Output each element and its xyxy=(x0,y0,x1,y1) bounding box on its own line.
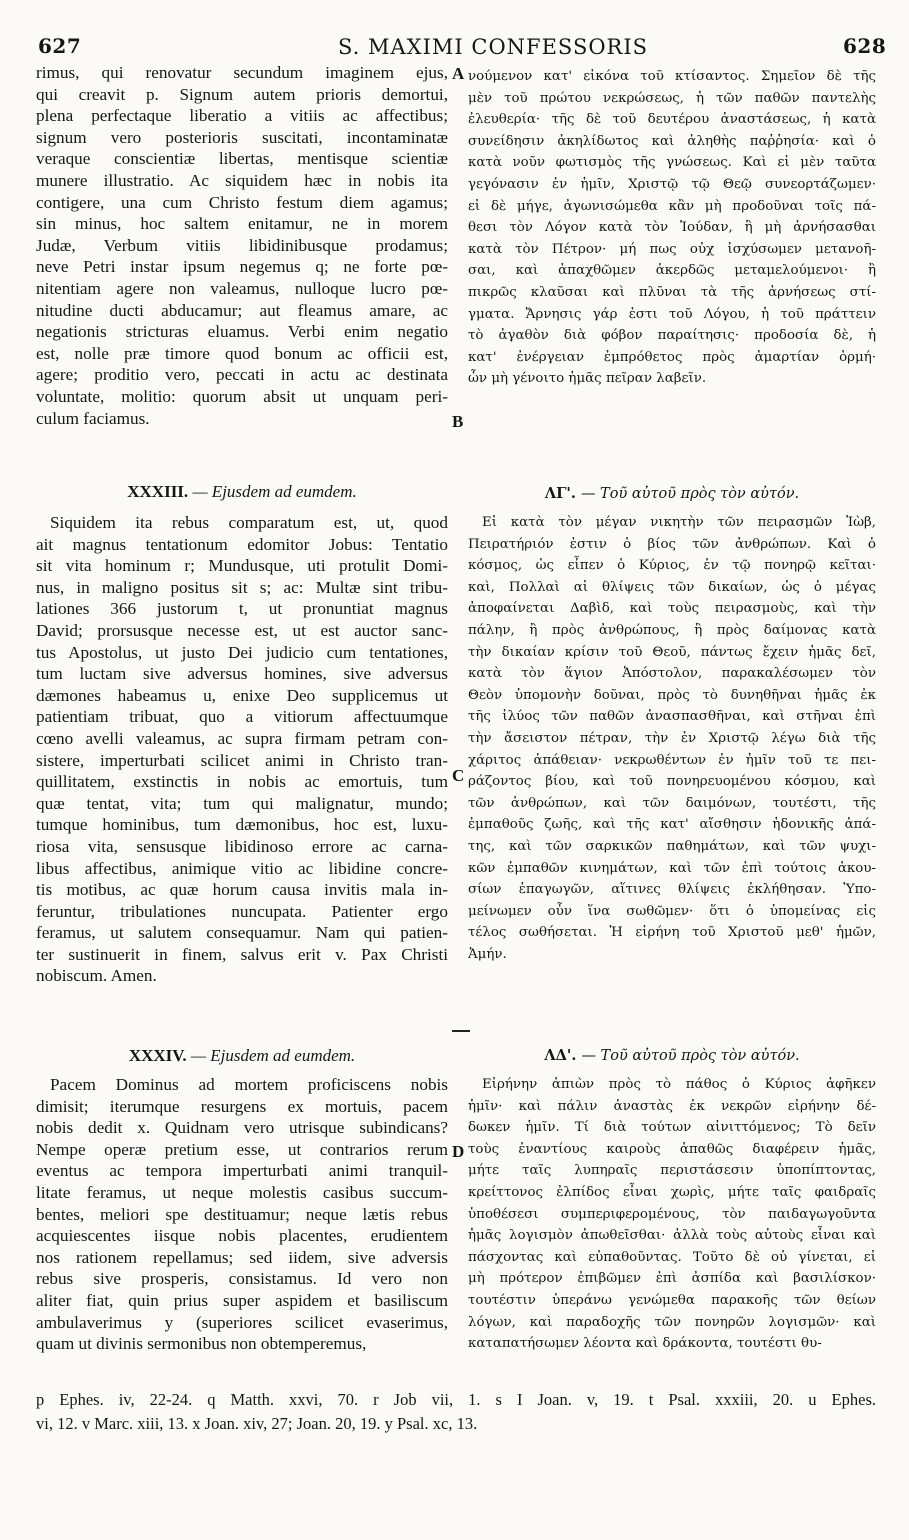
text-line: σίων ἐπαγωγῶν, αἵτινες θλίψεις ἐκλήθησαν. Ὑπο- xyxy=(468,882,876,898)
latin-body-xxxiv xyxy=(36,1074,448,1355)
text-line: ὑποθέσεσι συμπεριφερομένους, τὸν παιδαγωγοῦντα xyxy=(468,1206,876,1222)
text-line: σαι, καὶ ἀπαχθῶμεν ἀκερδῶς μεταμελούμενοι· ἢ xyxy=(468,263,876,279)
text-line: nitudine ducti abducamur; aut fleamus amare, ac xyxy=(36,300,448,320)
latin-heading-subtitle: — Ejusdem ad eumdem. xyxy=(192,482,357,501)
text-line: κατὰ τὸν Πέτρον· μή πως οὐχ ἰσχύσωμεν μετανοῆ- xyxy=(468,241,876,257)
footnote-line: vi, 12. v Marc. xiii, 13. x Joan. xiv, 27; Joan. 20, 19. y Psal. xc, 13. xyxy=(36,1414,478,1433)
greek-letter-ld xyxy=(468,1044,876,1355)
text-line: litate feramus, ut neque molestis casibus succum- xyxy=(36,1182,448,1202)
text-line: μὴ πρότερον ἐπιβῶμεν ἐπὶ ἀσπίδα καὶ βασιλίσκον· xyxy=(468,1271,876,1287)
page-number-right: 628 xyxy=(843,34,887,58)
text-line: νούμενον κατ' εἰκόνα τοῦ κτίσαντος. Σημεῖον δὲ τῆς xyxy=(468,69,876,84)
latin-letter-xxxiv xyxy=(36,1044,448,1355)
text-line: nobis dedit x. Quidnam vero utrisque subindicans? xyxy=(36,1118,448,1138)
latin-heading-number: XXXIV. xyxy=(128,1046,187,1065)
text-line: τὴν ἄσειστον πέτραν, τὴν ἐν Χριστῷ λέγω διὰ τῆς xyxy=(468,730,876,746)
greek-heading-number: ΛΓ'. xyxy=(544,485,576,502)
text-line: ἡμᾶς λογισμὸν ἀπωθεῖσθαι· ἀλλὰ τοὺς αὐτοὺς εἶναι καὶ xyxy=(468,1228,876,1244)
page-number-left: 627 xyxy=(38,34,82,58)
latin-heading-xxxiv xyxy=(36,1044,448,1068)
text-line: culum faciamus. xyxy=(36,408,150,428)
latin-continuation xyxy=(36,62,448,429)
text-line: libus affectibus, animique vitio ac libidine concre- xyxy=(36,858,448,878)
text-line: ambulaverimus y (superiores scilicet evaserimus, xyxy=(36,1312,448,1332)
text-line: tum luctam sive adversus homines, sive adversus xyxy=(36,664,448,684)
text-line: dimisit; iterumque resurgens ex mortuis, pacem xyxy=(36,1096,448,1116)
margin-marker-d: D xyxy=(452,1142,465,1161)
text-line: ἐμπαθοῦς ζωῆς, καὶ τῆς κατ' αἴσθησιν ἡδονικῆς ἀπά- xyxy=(468,817,876,833)
text-line: κρείττονος ἐλπίδος εἶναι χωρὶς, μήτε ταῖς φαιδραῖς xyxy=(468,1184,876,1200)
text-line: sistere, imperturbati scilicet animi in Christo tran- xyxy=(36,750,448,770)
text-line: bentes, meliori spe destituamur; neque lætis rebus xyxy=(36,1204,448,1224)
text-line: eventus ac tempora imperturbati animi tranquil- xyxy=(36,1161,448,1181)
greek-heading-number: ΛΔ'. xyxy=(544,1047,577,1064)
text-line: της, καὶ τῶν σαρκικῶν παθημάτων, καὶ τῶν ψυχι- xyxy=(468,838,876,854)
text-line: ἐλευθερία· τῆς δὲ τοῦ δευτέρου ἀναστάσεως, ἡ κατὰ xyxy=(468,112,876,128)
text-line: tumque hominibus, tum dæmonibus, hoc est, luxu- xyxy=(36,815,448,835)
text-line: nobiscum. Amen. xyxy=(36,966,157,986)
text-line: quam ut divinis sermonibus non obtemperemus, xyxy=(36,1334,367,1354)
text-line: nitentiam agere non valeamus, nulloque lucro pœ- xyxy=(36,278,448,298)
text-line: συνείδησιν ἀκηλίδωτος καὶ ἀληθὴς παῤῥησία· καὶ ὁ xyxy=(468,133,876,149)
text-line: κόσμος, ὡς εἶπεν ὁ Κύριος, ἐν τῷ πονηρῷ κεῖται· xyxy=(468,558,876,574)
text-line: κῶν ἐμπαθῶν κινημάτων, καὶ τῶν ἐπὶ τούτοις ἀκου- xyxy=(468,860,876,876)
text-line: riosa vita, sensusque libidinoso errore ac carna- xyxy=(36,836,448,856)
text-line: tus Apostolus, ut justo Dei judicio cum tentationes, xyxy=(36,642,448,662)
greek-continuation xyxy=(468,66,876,390)
text-line: καταπατήσωμεν λέοντα καὶ δράκοντα, τουτέστι θυ- xyxy=(468,1336,822,1352)
text-line: munere illustratio. Ac siquidem hæc in nobis ita xyxy=(36,170,448,190)
text-line: David; prorsusque necesse est, ut est auctor sanc- xyxy=(36,620,448,640)
greek-body-ld xyxy=(468,1074,876,1355)
text-line: θεσι τὸν Λόγον κατὰ τὸν Ἰούδαν, ἢ μὴ ἀρνήσασθαι xyxy=(468,220,876,236)
greek-heading-subtitle: — Τοῦ αὐτοῦ πρὸς τὸν αὐτόν. xyxy=(580,486,800,502)
text-line: μήτε ταῖς λυπηραῖς περιστάσεσιν ὑποπίπτοντας, xyxy=(468,1163,876,1179)
text-line: quillitatem, exstinctis in nobis ac emortuis, tum xyxy=(36,772,448,792)
text-line: rimus, qui renovatur secundum imaginem ejus, xyxy=(36,63,448,82)
text-line: patientiam tribuat, quo a vitiorum affectuumque xyxy=(36,707,448,727)
text-line: Pacem Dominus ad mortem proficiscens nobis xyxy=(50,1075,448,1094)
text-line: nos rationem repellamus; sed iidem, sive adversis xyxy=(36,1247,448,1267)
latin-heading-number: XXXIII. xyxy=(127,482,189,501)
running-title: S. MAXIMI CONFESSORIS xyxy=(338,35,649,59)
text-line: τῶν ἀνθρώπων, καὶ τῶν δαιμόνων, τουτέστι, τῆς xyxy=(468,795,876,811)
text-line: acquiescentes iisque nobis placentes, erudientem xyxy=(36,1226,448,1246)
text-line: feruntur, tribulationes nuncupata. Patienter ergo xyxy=(36,901,448,921)
section-divider xyxy=(452,1030,470,1032)
text-line: τὸ ἀγαθὸν διὰ φόβον παραίτησις· προδοσία δὲ, ἡ xyxy=(468,328,876,344)
text-line: δωκεν ἡμῖν. Τί διὰ τούτων αἰνιττόμενος; Τὸ δεῖν xyxy=(468,1120,876,1136)
text-line: Εἰρήνην ἀπιὼν πρὸς τὸ πάθος ὁ Κύριος ἀφῆκεν xyxy=(482,1077,876,1092)
text-line: negationis stricturas eluamus. Verbi enim negatio xyxy=(36,322,448,342)
latin-body-xxxiii xyxy=(36,512,448,987)
greek-body-lg xyxy=(468,512,876,965)
text-line: ἀποφαίνεται Δαβὶδ, καὶ τοὺς πειρασμοὺς, καὶ τὴν xyxy=(468,601,876,617)
text-line: ter sustinuerit in finem, salvus erit v. Pax Christi xyxy=(36,944,448,964)
text-line: voluntate, molitio: quorum absit ut unquam peri- xyxy=(36,386,448,406)
footnotes xyxy=(36,1388,876,1436)
text-line: Πειρατήριόν ἐστιν ὁ βίος τῶν ἀνθρώπων. Καὶ ὁ xyxy=(468,536,876,552)
text-line: τουτέστιν ὑπεράνω γενώμεθα παρακοῆς τῶν θείων xyxy=(468,1292,876,1308)
text-line: τοὺς ἐναντίους καιροὺς ἀπαθῶς διαφέρειν ἡμᾶς, xyxy=(468,1141,876,1157)
text-line: μείνωμεν οὖν ἵνα σωθῶμεν· ὅτι ὁ ὑπομείνας εἰς xyxy=(468,903,876,919)
latin-letter-xxxiii xyxy=(36,480,448,987)
text-line: κατ' ἐνέργειαν ἐμπρόθετος πρὸς ἁμαρτίαν ὁρμή· xyxy=(468,349,876,365)
text-line: dæmones habeamus u, enixe Deo supplicemus ut xyxy=(36,685,448,705)
margin-marker-a: A xyxy=(452,64,465,83)
text-line: Θεὸν ὑπομονὴν δοῦναι, πρὸς τὸ δυνηθῆναι ἡμᾶς ἐκ xyxy=(468,687,876,703)
text-line: τῆς ἰλύος τῶν παθῶν ἀνασπασθῆναι, καὶ στῆναι ἐπὶ xyxy=(468,709,876,725)
text-line: ait magnus tentationum edomitor Jobus: Tentatio xyxy=(36,534,448,554)
text-line: μὲν τοῦ πρώτου νεκρώσεως, ἡ τῶν παθῶν παντελὴς xyxy=(468,90,876,106)
text-line: feramus, ut salutem consequamur. Nam qui patien- xyxy=(36,923,448,943)
text-line: cœno avelli valeamus, ac supra firmam petram con- xyxy=(36,728,448,748)
greek-heading-lg xyxy=(468,482,876,506)
text-line: sin minus, hoc saltem enitamur, ne in morem xyxy=(36,214,448,234)
text-line: Ἀμήν. xyxy=(468,946,507,962)
text-line: agere; proditio vero, peccati in actu ac destinata xyxy=(36,365,448,385)
text-line: est, nolle præ timore quod bonum ac officii est, xyxy=(36,343,448,363)
text-line: ράζοντος βίου, καὶ τοῦ πονηρευομένου κόσμου, καὶ xyxy=(468,774,876,790)
text-line: Εἰ κατὰ τὸν μέγαν νικητὴν τῶν πειρασμῶν Ἰὼβ, xyxy=(482,515,876,530)
greek-heading-subtitle: — Τοῦ αὐτοῦ πρὸς τὸν αὐτόν. xyxy=(581,1048,800,1064)
text-line: tis motibus, ac quæ horum causa invitis mala in- xyxy=(36,880,448,900)
text-line: veraque conscientiæ libertas, mentisque scientiæ xyxy=(36,149,448,169)
greek-letter-lg xyxy=(468,482,876,965)
text-line: γεγόνασιν ἐν ἡμῖν, Χριστῷ τῷ Θεῷ συνεορτάζωμεν· xyxy=(468,176,876,192)
latin-heading-xxxiii xyxy=(36,480,448,504)
text-line: lationes 366 justorum t, ut pronuntiat magnus xyxy=(36,599,448,619)
text-line: πάλην, ἢ πρὸς ἀνθρώπους, ἢ πρὸς δαίμονας κατὰ xyxy=(468,622,876,638)
text-line: πικρῶς κλαῦσαι καὶ πλῦναι τὰ τῆς ἀρνήσεως στί- xyxy=(468,284,876,300)
text-line: neve Petri instar ipsum negemus q; ne forte pœ- xyxy=(36,257,448,277)
text-line: τὴν δικαίαν κρίσιν τοῦ Θεοῦ, πάντως ἔχειν ἡμᾶς δεῖ, xyxy=(468,644,876,660)
text-line: ὧν μὴ γένοιτο ἡμᾶς πεῖραν λαβεῖν. xyxy=(468,371,707,387)
text-line: Siquidem ita rebus comparatum est, ut, quod xyxy=(50,513,448,532)
text-line: aliter fiat, quin prius super aspidem et basiliscum xyxy=(36,1290,448,1310)
latin-heading-subtitle: — Ejusdem ad eumdem. xyxy=(190,1046,356,1065)
text-line: πάσχοντας καὶ εὐπαθοῦντας. Τοῦτο δὲ οὐ γίνεται, εἰ xyxy=(468,1249,876,1265)
margin-marker-b: B xyxy=(452,412,464,431)
text-line: Judæ, Verbum vitiis libidinibusque prodamus; xyxy=(36,235,448,255)
text-line: qui creavit p. Signum autem prioris demortui, xyxy=(36,84,448,104)
text-line: nus, in maligno positus sit s; ac: Multæ sint tribu- xyxy=(36,577,448,597)
text-line: sit vita hominum r; Mundusque, uti protulit Domi- xyxy=(36,556,448,576)
text-line: γματα. Ἄρνησις γάρ ἐστι τοῦ Λόγου, ἡ τοῦ πράττειν xyxy=(468,306,876,322)
text-line: Nempe operæ pretium esse, ut contrarios rerum xyxy=(36,1139,448,1159)
text-line: signum vero posterioris suscitati, incontaminatæ xyxy=(36,127,448,147)
text-line: τέλος σωθήσεται. Ἡ εἰρήνη τοῦ Χριστοῦ μεθ' ἡμῶν, xyxy=(468,925,876,941)
margin-marker-c: C xyxy=(452,766,465,785)
text-line: κατὰ τὸν ἅγιον Ἀπόστολον, παρακαλέσωμεν τὸν xyxy=(468,666,876,682)
text-line: εἰ δὲ μήγε, ἀγωνισώμεθα κἂν μὴ προδοῦναι τοῖς πά- xyxy=(468,198,876,214)
footnote-line: p Ephes. iv, 22-24. q Matth. xxvi, 70. r Job vii, 1. s I Joan. v, 19. t Psal. xxxiii, 20. u Ephes. xyxy=(36,1390,876,1409)
text-line: contigere, una cum Christo festum diem agamus; xyxy=(36,192,448,212)
text-line: λόγων, καὶ παραδοχῆς τῶν πονηρῶν λογισμῶν· καὶ xyxy=(468,1314,876,1330)
text-line: ἡμῖν· καὶ πάλιν ἀναστὰς ἐκ νεκρῶν εἰρήνην δέ- xyxy=(468,1098,876,1114)
text-line: καὶ, Πολλαὶ αἱ θλίψεις τῶν δικαίων, ὡς ὁ μέγας xyxy=(468,579,876,595)
text-line: quæ tentat, vita; tum qui malignatur, mundo; xyxy=(36,793,448,813)
text-line: κατὰ νοῦν φωτισμὸς τῆς γνώσεως. Καὶ εἰ μὲν ταῦτα xyxy=(468,155,876,171)
text-line: rebus sive prosperis, consistamus. Id vero non xyxy=(36,1269,448,1289)
greek-heading-ld xyxy=(468,1044,876,1068)
text-line: plena perfectaque liberatio a vitiis ac affectibus; xyxy=(36,106,448,126)
text-line: χάριτος ἀπάθειαν· νεκρωθέντων ἐν ἡμῖν τοῦ τε πει- xyxy=(468,752,876,768)
